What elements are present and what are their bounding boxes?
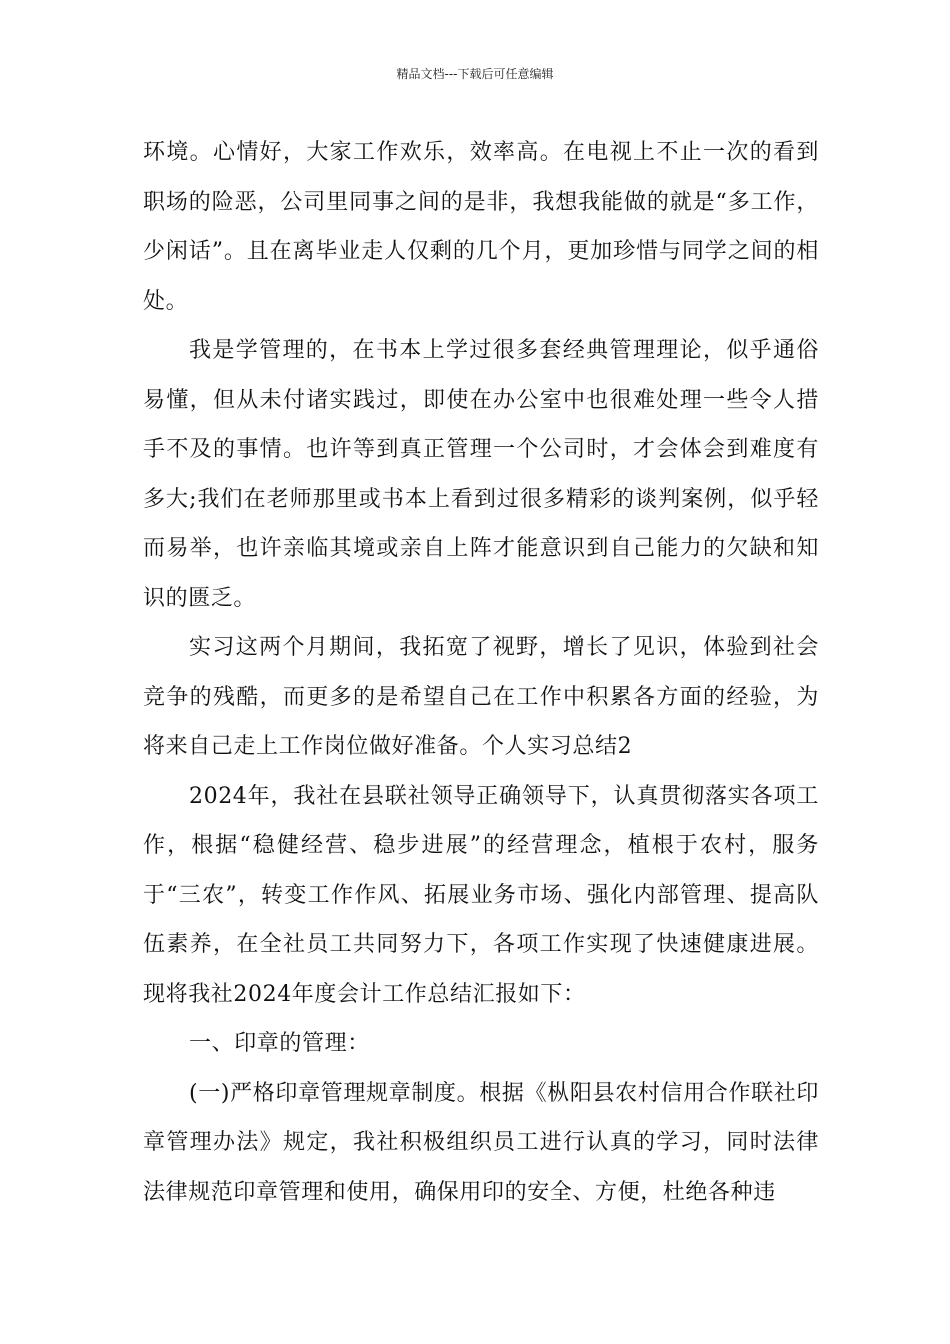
paragraph-5: (一)严格印章管理规章制度。根据《枞阳县农村信用合作联社印章管理办法》规定，我社积极组织员工进行认真的学习，同时法律法律规范印章管理和使用，确保用印的安全、方便，杜绝各种违 xyxy=(143,1080,819,1205)
page-header: 精品文档---下载后可任意编辑 xyxy=(396,67,554,81)
document-body xyxy=(143,128,819,1217)
paragraph-1: 环境。心情好，大家工作欢乐，效率高。在电视上不止一次的看到职场的险恶，公司里同事之间的是非，我想我能做的就是“多工作，少闲话”。且在离毕业走人仅剩的几个月，更加珍惜与同学之间的相处。 xyxy=(143,140,819,314)
paragraph-4: 2024年，我社在县联社领导正确领导下，认真贯彻落实各项工作，根据“稳健经营、稳步进展”的经营理念，植根于农村，服务于“三农”，转变工作作风、拓展业务市场、强化内部管理、提高队伍素养，在全社员工共同努力下，各项工作实现了快速健康进展。现将我社2024年度会计工作总结汇报如下： xyxy=(143,783,819,1007)
paragraph-3: 实习这两个月期间，我拓宽了视野，增长了见识，体验到社会竞争的残酷，而更多的是希望自己在工作中积累各方面的经验，为将来自己走上工作岗位做好准备。个人实习总结2 xyxy=(143,635,819,759)
paragraph-2: 我是学管理的，在书本上学过很多套经典管理理论，似乎通俗易懂，但从未付诸实践过，即使在办公室中也很难处理一些令人措手不及的事情。也许等到真正管理一个公司时，才会体会到难度有多大;我们在老师那里或书本上看到过很多精彩的谈判案例，似乎轻而易举，也许亲临其境或亲自上阵才能意识到自己能力的欠缺和知识的匮乏。 xyxy=(143,338,819,611)
section-heading-seal-management: 一、印章的管理： xyxy=(189,1031,370,1056)
